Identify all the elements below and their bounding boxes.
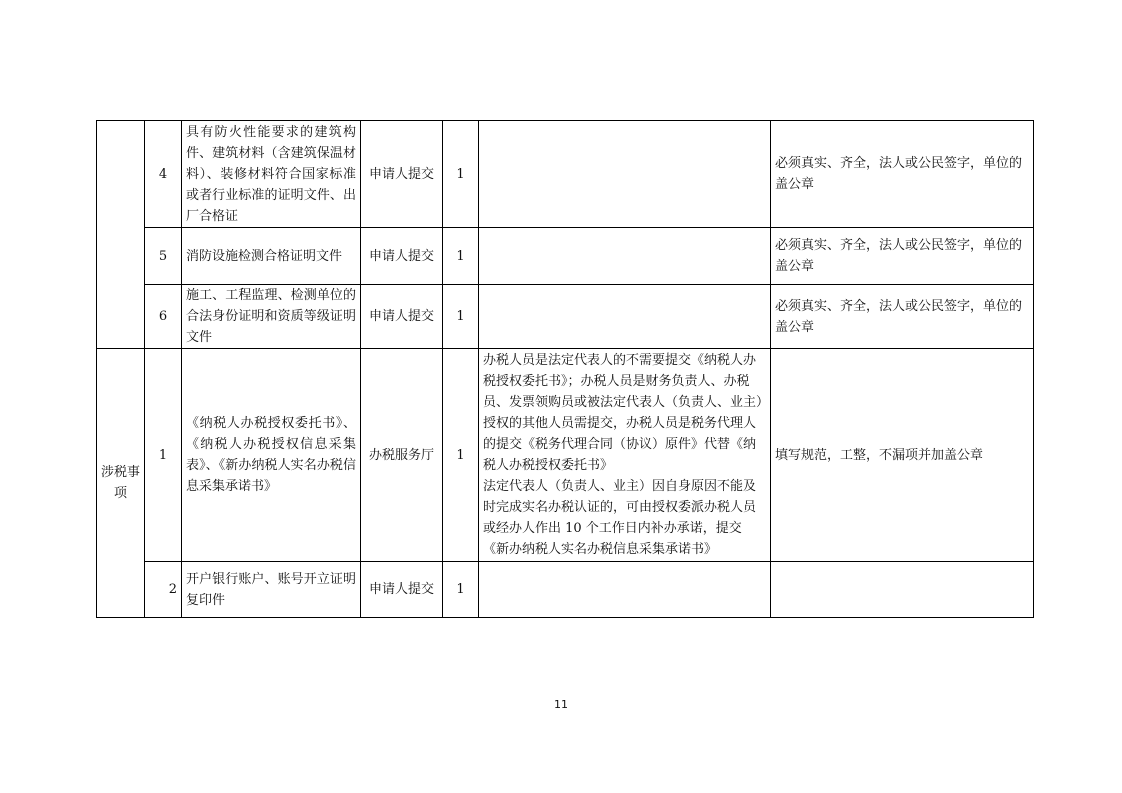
note-paragraph: 法定代表人（负责人、业主）因自身原因不能及时完成实名办税认证的，可由授权委派办税人员或经办人作出 10 个工作日内补办承诺，提交《新办纳税人实名办税信息采集承诺书》	[483, 479, 757, 557]
material-quantity: 1	[443, 121, 479, 228]
material-quantity: 1	[443, 349, 479, 562]
material-note	[479, 285, 771, 349]
material-name: 施工、工程监理、检测单位的合法身份证明和资质等级证明文件	[182, 285, 361, 349]
note-paragraph: 办税人员是法定代表人的不需要提交《纳税人办税授权委托书》；办税人员是财务负责人、办税员、发票领购员或被法定代表人（负责人、业主）授权的其他人员需提交，办税人员是税务代理人的提交《税务代理合同（协议）原件》代替《纳税人办税授权委托书》	[483, 353, 763, 473]
material-requirement: 必须真实、齐全，法人或公民签字，单位的盖公章	[771, 285, 1034, 349]
material-source: 申请人提交	[361, 121, 443, 228]
category-cell: 涉税事项	[97, 349, 145, 618]
material-source: 申请人提交	[361, 285, 443, 349]
material-name: 具有防火性能要求的建筑构件、建筑材料（含建筑保温材料）、装修材料符合国家标准或者行业标准的证明文件、出厂合格证	[182, 121, 361, 228]
table-row	[97, 349, 1034, 562]
material-note	[479, 121, 771, 228]
category-cell	[97, 121, 145, 349]
material-requirement	[771, 562, 1034, 618]
item-number: 1	[145, 349, 182, 562]
table-row	[97, 121, 1034, 228]
material-source: 办税服务厅	[361, 349, 443, 562]
materials-table	[96, 120, 1034, 618]
material-requirement: 填写规范，工整，不漏项并加盖公章	[771, 349, 1034, 562]
material-name: 开户银行账户、账号开立证明复印件	[182, 562, 361, 618]
material-quantity: 1	[443, 562, 479, 618]
material-quantity: 1	[443, 228, 479, 285]
item-number: 4	[145, 121, 182, 228]
table-row	[97, 285, 1034, 349]
material-quantity: 1	[443, 285, 479, 349]
material-source: 申请人提交	[361, 228, 443, 285]
table-row	[97, 562, 1034, 618]
material-note	[479, 562, 771, 618]
page-number: 11	[554, 698, 568, 711]
material-note	[479, 349, 771, 562]
material-name: 《纳税人办税授权委托书》、《纳税人办税授权信息采集表》、《新办纳税人实名办税信息采集承诺书》	[182, 349, 361, 562]
material-name: 消防设施检测合格证明文件	[182, 228, 361, 285]
item-number: 5	[145, 228, 182, 285]
item-number: 6	[145, 285, 182, 349]
material-source: 申请人提交	[361, 562, 443, 618]
material-requirement: 必须真实、齐全，法人或公民签字，单位的盖公章	[771, 228, 1034, 285]
item-number: 2	[145, 562, 182, 618]
material-note	[479, 228, 771, 285]
material-requirement: 必须真实、齐全，法人或公民签字，单位的盖公章	[771, 121, 1034, 228]
table-row	[97, 228, 1034, 285]
